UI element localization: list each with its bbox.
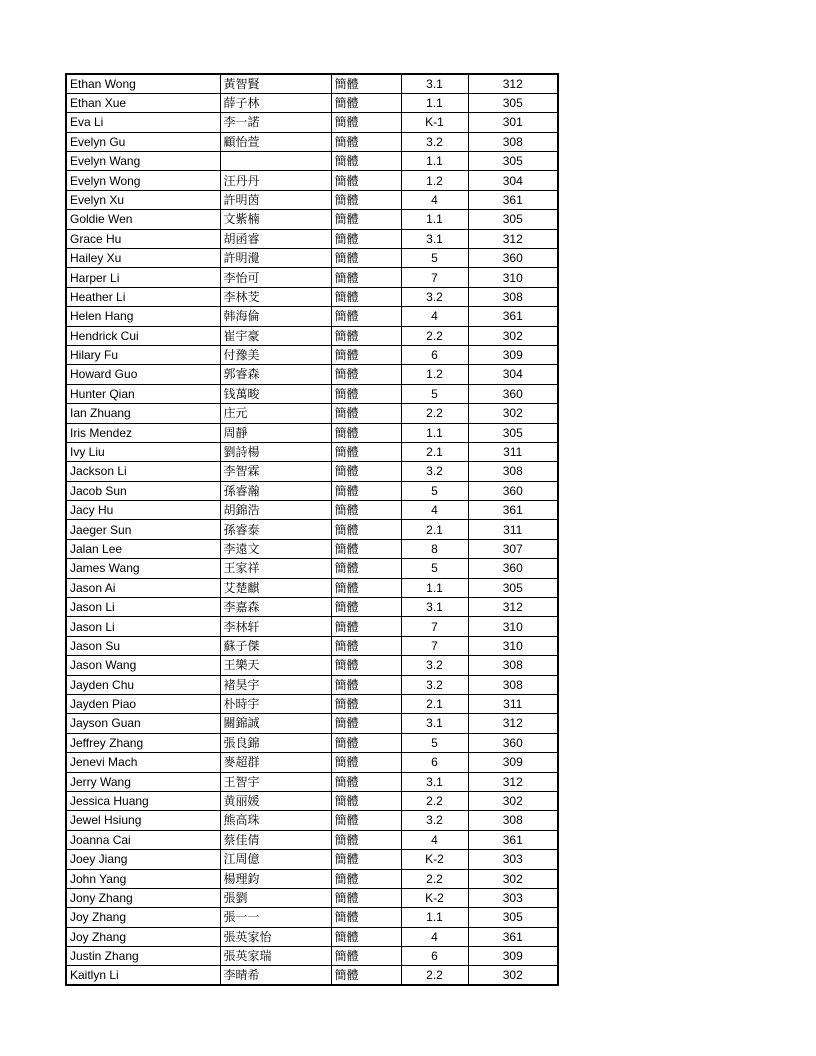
cell-level: 7	[401, 268, 468, 287]
cell-room: 303	[468, 850, 558, 869]
cell-chinese-name: 楊理鈞	[220, 869, 331, 888]
cell-script: 簡體	[331, 229, 401, 248]
cell-chinese-name: 胡錦浩	[220, 501, 331, 520]
cell-chinese-name: 艾楚麒	[220, 578, 331, 597]
cell-room: 311	[468, 520, 558, 539]
cell-script: 簡體	[331, 733, 401, 752]
cell-english-name: Jewel Hsiung	[66, 811, 220, 830]
cell-english-name: Helen Hang	[66, 307, 220, 326]
cell-level: 1.2	[401, 365, 468, 384]
table-row	[66, 171, 558, 190]
cell-room: 360	[468, 733, 558, 752]
cell-chinese-name: 李嘉森	[220, 598, 331, 617]
cell-script: 簡體	[331, 501, 401, 520]
cell-room: 308	[468, 656, 558, 675]
cell-room: 360	[468, 249, 558, 268]
cell-english-name: Jerry Wang	[66, 772, 220, 791]
cell-room: 305	[468, 152, 558, 171]
cell-room: 312	[468, 74, 558, 93]
table-row	[66, 268, 558, 287]
table-row	[66, 714, 558, 733]
cell-room: 360	[468, 384, 558, 403]
cell-script: 簡體	[331, 74, 401, 93]
cell-english-name: Jacy Hu	[66, 501, 220, 520]
cell-script: 簡體	[331, 171, 401, 190]
cell-script: 簡體	[331, 287, 401, 306]
cell-script: 簡體	[331, 908, 401, 927]
table-row	[66, 132, 558, 151]
cell-chinese-name: 黃智賢	[220, 74, 331, 93]
cell-level: 1.1	[401, 908, 468, 927]
cell-level: 3.2	[401, 462, 468, 481]
table-row	[66, 869, 558, 888]
cell-room: 310	[468, 617, 558, 636]
table-row	[66, 462, 558, 481]
cell-level: 2.1	[401, 442, 468, 461]
cell-level: 1.1	[401, 423, 468, 442]
cell-level: 2.1	[401, 695, 468, 714]
cell-english-name: Jayson Guan	[66, 714, 220, 733]
cell-english-name: Jalan Lee	[66, 539, 220, 558]
cell-english-name: Howard Guo	[66, 365, 220, 384]
cell-chinese-name: 李智霖	[220, 462, 331, 481]
cell-script: 簡體	[331, 326, 401, 345]
cell-room: 308	[468, 675, 558, 694]
cell-script: 簡體	[331, 404, 401, 423]
cell-level: 3.1	[401, 772, 468, 791]
table-row	[66, 888, 558, 907]
table-row	[66, 423, 558, 442]
table-row	[66, 365, 558, 384]
cell-english-name: Ethan Xue	[66, 93, 220, 112]
cell-room: 302	[468, 791, 558, 810]
cell-level: 5	[401, 384, 468, 403]
cell-room: 361	[468, 501, 558, 520]
cell-script: 簡體	[331, 966, 401, 985]
cell-level: 2.1	[401, 520, 468, 539]
cell-level: 4	[401, 307, 468, 326]
cell-level: 3.2	[401, 675, 468, 694]
cell-level: 1.1	[401, 93, 468, 112]
cell-script: 簡體	[331, 559, 401, 578]
cell-english-name: Grace Hu	[66, 229, 220, 248]
cell-english-name: Hailey Xu	[66, 249, 220, 268]
cell-room: 312	[468, 598, 558, 617]
cell-level: 3.1	[401, 714, 468, 733]
cell-level: 6	[401, 345, 468, 364]
cell-room: 305	[468, 578, 558, 597]
cell-level: 5	[401, 481, 468, 500]
cell-english-name: Evelyn Wang	[66, 152, 220, 171]
cell-chinese-name: 蘇子傑	[220, 636, 331, 655]
cell-room: 305	[468, 908, 558, 927]
cell-script: 簡體	[331, 578, 401, 597]
table-row	[66, 442, 558, 461]
cell-english-name: Justin Zhang	[66, 947, 220, 966]
cell-room: 361	[468, 830, 558, 849]
cell-script: 簡體	[331, 811, 401, 830]
cell-english-name: Jayden Piao	[66, 695, 220, 714]
cell-script: 簡體	[331, 598, 401, 617]
cell-level: 3.2	[401, 811, 468, 830]
table-row	[66, 501, 558, 520]
cell-chinese-name: 顧怡萱	[220, 132, 331, 151]
cell-chinese-name: 崔宇豪	[220, 326, 331, 345]
cell-chinese-name: 麥超群	[220, 753, 331, 772]
cell-room: 305	[468, 423, 558, 442]
cell-english-name: Joanna Cai	[66, 830, 220, 849]
cell-script: 簡體	[331, 791, 401, 810]
cell-level: 4	[401, 501, 468, 520]
table-row	[66, 947, 558, 966]
table-row	[66, 210, 558, 229]
cell-script: 簡體	[331, 132, 401, 151]
cell-level: 2.2	[401, 404, 468, 423]
cell-english-name: Harper Li	[66, 268, 220, 287]
cell-chinese-name: 李林轩	[220, 617, 331, 636]
cell-english-name: Jackson Li	[66, 462, 220, 481]
cell-chinese-name: 劉詩楊	[220, 442, 331, 461]
table-row	[66, 966, 558, 985]
cell-chinese-name: 褚昊宇	[220, 675, 331, 694]
cell-english-name: Kaitlyn Li	[66, 966, 220, 985]
cell-room: 305	[468, 93, 558, 112]
cell-room: 303	[468, 888, 558, 907]
cell-level: 3.2	[401, 287, 468, 306]
cell-room: 360	[468, 559, 558, 578]
table-row	[66, 695, 558, 714]
table-row	[66, 772, 558, 791]
cell-level: 3.1	[401, 74, 468, 93]
cell-chinese-name: 付豫美	[220, 345, 331, 364]
cell-level: 5	[401, 559, 468, 578]
cell-english-name: Joey Jiang	[66, 850, 220, 869]
cell-script: 簡體	[331, 152, 401, 171]
cell-script: 簡體	[331, 927, 401, 946]
cell-english-name: Eva Li	[66, 113, 220, 132]
cell-level: 5	[401, 733, 468, 752]
table-row	[66, 307, 558, 326]
cell-script: 簡體	[331, 210, 401, 229]
cell-chinese-name: 朴時宇	[220, 695, 331, 714]
cell-level: K-1	[401, 113, 468, 132]
cell-script: 簡體	[331, 830, 401, 849]
cell-chinese-name: 張良錦	[220, 733, 331, 752]
cell-english-name: Ethan Wong	[66, 74, 220, 93]
cell-level: 4	[401, 927, 468, 946]
cell-script: 簡體	[331, 307, 401, 326]
cell-english-name: Jaeger Sun	[66, 520, 220, 539]
cell-english-name: Heather Li	[66, 287, 220, 306]
cell-script: 簡體	[331, 636, 401, 655]
cell-english-name: Evelyn Wong	[66, 171, 220, 190]
table-row	[66, 830, 558, 849]
table-row	[66, 791, 558, 810]
cell-english-name: James Wang	[66, 559, 220, 578]
cell-chinese-name: 李林芠	[220, 287, 331, 306]
table-row	[66, 152, 558, 171]
table-row	[66, 733, 558, 752]
cell-room: 302	[468, 404, 558, 423]
table-row	[66, 578, 558, 597]
cell-chinese-name	[220, 152, 331, 171]
cell-room: 312	[468, 714, 558, 733]
cell-room: 301	[468, 113, 558, 132]
table-row	[66, 598, 558, 617]
cell-level: 1.2	[401, 171, 468, 190]
cell-room: 312	[468, 229, 558, 248]
table-row	[66, 675, 558, 694]
cell-level: 7	[401, 617, 468, 636]
table-row	[66, 345, 558, 364]
cell-english-name: Goldie Wen	[66, 210, 220, 229]
cell-room: 308	[468, 462, 558, 481]
cell-level: K-2	[401, 850, 468, 869]
table-row	[66, 326, 558, 345]
cell-script: 簡體	[331, 869, 401, 888]
cell-chinese-name: 钱萬畯	[220, 384, 331, 403]
cell-english-name: Hendrick Cui	[66, 326, 220, 345]
table-row	[66, 908, 558, 927]
cell-chinese-name: 張劉	[220, 888, 331, 907]
cell-room: 307	[468, 539, 558, 558]
cell-script: 簡體	[331, 93, 401, 112]
table-row	[66, 656, 558, 675]
cell-room: 361	[468, 307, 558, 326]
cell-chinese-name: 薛子林	[220, 93, 331, 112]
table-row	[66, 229, 558, 248]
cell-room: 310	[468, 636, 558, 655]
cell-room: 308	[468, 287, 558, 306]
cell-chinese-name: 李晴希	[220, 966, 331, 985]
cell-level: 8	[401, 539, 468, 558]
cell-chinese-name: 許明灚	[220, 249, 331, 268]
cell-english-name: Jason Wang	[66, 656, 220, 675]
cell-chinese-name: 蔡佳倩	[220, 830, 331, 849]
cell-room: 304	[468, 365, 558, 384]
cell-room: 302	[468, 869, 558, 888]
cell-chinese-name: 關錦誠	[220, 714, 331, 733]
cell-chinese-name: 王智宇	[220, 772, 331, 791]
cell-english-name: Joy Zhang	[66, 927, 220, 946]
cell-level: 1.1	[401, 578, 468, 597]
cell-chinese-name: 王樂天	[220, 656, 331, 675]
cell-script: 簡體	[331, 753, 401, 772]
cell-script: 簡體	[331, 695, 401, 714]
cell-chinese-name: 孫睿泰	[220, 520, 331, 539]
cell-chinese-name: 王家祥	[220, 559, 331, 578]
cell-room: 309	[468, 947, 558, 966]
cell-english-name: Iris Mendez	[66, 423, 220, 442]
cell-english-name: Ivy Liu	[66, 442, 220, 461]
cell-script: 簡體	[331, 113, 401, 132]
cell-chinese-name: 汪丹丹	[220, 171, 331, 190]
table-row	[66, 811, 558, 830]
cell-chinese-name: 孫睿瀚	[220, 481, 331, 500]
table-row	[66, 539, 558, 558]
cell-script: 簡體	[331, 850, 401, 869]
cell-english-name: Jeffrey Zhang	[66, 733, 220, 752]
cell-script: 簡體	[331, 656, 401, 675]
cell-room: 302	[468, 966, 558, 985]
cell-chinese-name: 李遠文	[220, 539, 331, 558]
cell-english-name: Joy Zhang	[66, 908, 220, 927]
cell-script: 簡體	[331, 520, 401, 539]
roster-table-body	[66, 74, 558, 985]
cell-english-name: Evelyn Xu	[66, 190, 220, 209]
cell-level: 2.2	[401, 869, 468, 888]
cell-english-name: Jason Ai	[66, 578, 220, 597]
cell-room: 308	[468, 132, 558, 151]
table-row	[66, 636, 558, 655]
cell-script: 簡體	[331, 888, 401, 907]
cell-chinese-name: 許明茵	[220, 190, 331, 209]
cell-chinese-name: 李一諾	[220, 113, 331, 132]
cell-room: 304	[468, 171, 558, 190]
table-row	[66, 753, 558, 772]
cell-english-name: John Yang	[66, 869, 220, 888]
table-row	[66, 927, 558, 946]
cell-chinese-name: 胡函睿	[220, 229, 331, 248]
cell-script: 簡體	[331, 268, 401, 287]
table-row	[66, 559, 558, 578]
cell-script: 簡體	[331, 442, 401, 461]
cell-chinese-name: 郭睿森	[220, 365, 331, 384]
cell-level: 2.2	[401, 791, 468, 810]
cell-script: 簡體	[331, 345, 401, 364]
cell-chinese-name: 張英家怡	[220, 927, 331, 946]
cell-script: 簡體	[331, 539, 401, 558]
cell-script: 簡體	[331, 772, 401, 791]
cell-chinese-name: 張一一	[220, 908, 331, 927]
cell-english-name: Jason Li	[66, 598, 220, 617]
table-row	[66, 404, 558, 423]
cell-script: 簡體	[331, 947, 401, 966]
table-row	[66, 384, 558, 403]
table-row	[66, 617, 558, 636]
cell-english-name: Jony Zhang	[66, 888, 220, 907]
cell-level: 3.2	[401, 132, 468, 151]
table-row	[66, 93, 558, 112]
cell-script: 簡體	[331, 423, 401, 442]
cell-room: 311	[468, 695, 558, 714]
cell-room: 309	[468, 753, 558, 772]
cell-level: 2.2	[401, 326, 468, 345]
cell-level: 1.1	[401, 210, 468, 229]
cell-english-name: Hilary Fu	[66, 345, 220, 364]
cell-english-name: Jacob Sun	[66, 481, 220, 500]
cell-room: 305	[468, 210, 558, 229]
cell-chinese-name: 熊高珠	[220, 811, 331, 830]
cell-level: K-2	[401, 888, 468, 907]
cell-chinese-name: 江周億	[220, 850, 331, 869]
cell-chinese-name: 李怡可	[220, 268, 331, 287]
cell-english-name: Evelyn Gu	[66, 132, 220, 151]
cell-english-name: Hunter Qian	[66, 384, 220, 403]
student-roster-table	[65, 73, 559, 986]
table-row	[66, 249, 558, 268]
table-row	[66, 520, 558, 539]
cell-level: 6	[401, 753, 468, 772]
cell-english-name: Jenevi Mach	[66, 753, 220, 772]
cell-chinese-name: 黄丽媛	[220, 791, 331, 810]
cell-level: 1.1	[401, 152, 468, 171]
table-row	[66, 190, 558, 209]
cell-level: 5	[401, 249, 468, 268]
cell-english-name: Jessica Huang	[66, 791, 220, 810]
cell-level: 3.1	[401, 229, 468, 248]
cell-room: 360	[468, 481, 558, 500]
cell-english-name: Jason Su	[66, 636, 220, 655]
cell-level: 4	[401, 830, 468, 849]
cell-level: 6	[401, 947, 468, 966]
cell-room: 308	[468, 811, 558, 830]
cell-chinese-name: 周靜	[220, 423, 331, 442]
cell-english-name: Jayden Chu	[66, 675, 220, 694]
table-row	[66, 74, 558, 93]
cell-script: 簡體	[331, 617, 401, 636]
cell-level: 2.2	[401, 966, 468, 985]
cell-level: 4	[401, 190, 468, 209]
cell-script: 簡體	[331, 675, 401, 694]
cell-level: 3.1	[401, 598, 468, 617]
cell-english-name: Ian Zhuang	[66, 404, 220, 423]
cell-level: 3.2	[401, 656, 468, 675]
table-row	[66, 481, 558, 500]
cell-script: 簡體	[331, 481, 401, 500]
cell-script: 簡體	[331, 384, 401, 403]
cell-chinese-name: 張英家瑞	[220, 947, 331, 966]
cell-room: 311	[468, 442, 558, 461]
cell-room: 309	[468, 345, 558, 364]
cell-script: 簡體	[331, 462, 401, 481]
table-row	[66, 850, 558, 869]
cell-script: 簡體	[331, 190, 401, 209]
cell-chinese-name: 韩海倫	[220, 307, 331, 326]
cell-room: 361	[468, 190, 558, 209]
cell-room: 302	[468, 326, 558, 345]
cell-room: 312	[468, 772, 558, 791]
cell-level: 7	[401, 636, 468, 655]
table-row	[66, 287, 558, 306]
cell-english-name: Jason Li	[66, 617, 220, 636]
cell-chinese-name: 文紫楠	[220, 210, 331, 229]
cell-script: 簡體	[331, 714, 401, 733]
cell-chinese-name: 庄元	[220, 404, 331, 423]
cell-script: 簡體	[331, 365, 401, 384]
cell-room: 361	[468, 927, 558, 946]
cell-script: 簡體	[331, 249, 401, 268]
cell-room: 310	[468, 268, 558, 287]
table-row	[66, 113, 558, 132]
